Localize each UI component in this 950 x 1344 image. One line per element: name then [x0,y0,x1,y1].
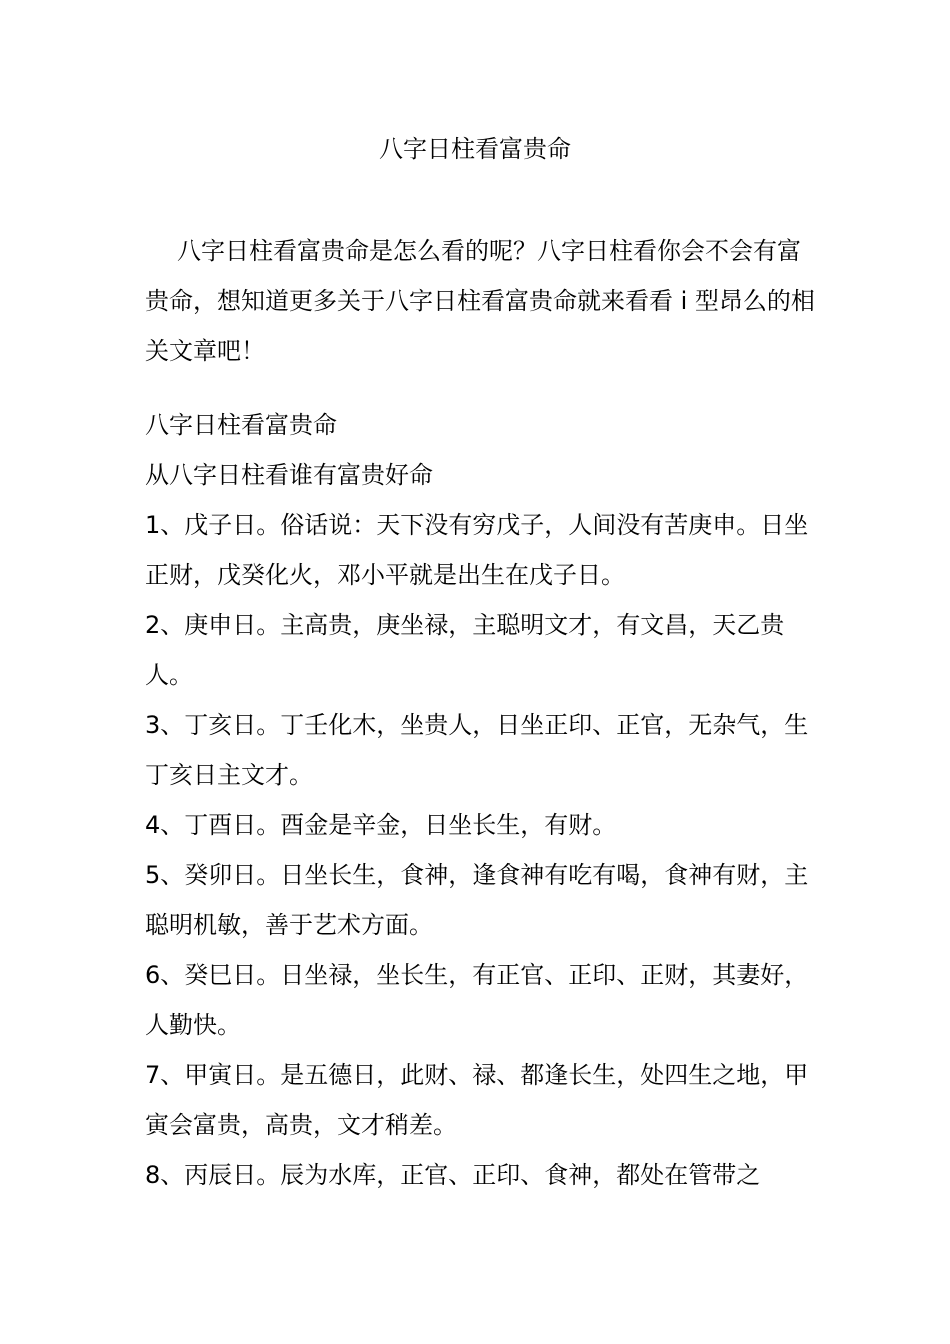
sub-heading: 从八字日柱看谁有富贵好命 [145,461,433,489]
list-item: 8、丙辰日。辰为水库，正官、正印、食神，都处在管带之 [145,1161,761,1189]
list-item: 4、丁酉日。酉金是辛金，日坐长生，有财。 [145,811,617,839]
list-item: 5、癸卯日。日坐长生，食神，逢食神有吃有喝，食神有财，主聪明机敏，善于艺术方面。 [145,861,809,939]
list-item: 6、癸巳日。日坐禄，坐长生，有正官、正印、正财，其妻好，人勤快。 [145,961,809,1039]
list-item: 1、戊子日。俗话说：天下没有穷戊子，人间没有苦庚申。日坐正财，戊癸化火，邓小平就是出生在戊子日。 [145,511,809,589]
section-heading: 八字日柱看富贵命 [145,411,337,439]
list-item: 2、庚申日。主高贵，庚坐禄，主聪明文才，有文昌，天乙贵人。 [145,611,785,689]
list-item: 7、甲寅日。是五德日，此财、禄、都逢长生，处四生之地，甲寅会富贵，高贵，文才稍差。 [145,1061,809,1139]
document-title: 八字日柱看富贵命 [379,135,571,163]
intro-paragraph: 八字日柱看富贵命是怎么看的呢？八字日柱看你会不会有富贵命，想知道更多关于八字日柱看富贵命就来看看 i 型昂么的相关文章吧！ [145,237,815,365]
list-item: 3、丁亥日。丁壬化木，坐贵人，日坐正印、正官，无杂气，生丁亥日主文才。 [145,711,809,789]
article-body [145,400,815,1200]
